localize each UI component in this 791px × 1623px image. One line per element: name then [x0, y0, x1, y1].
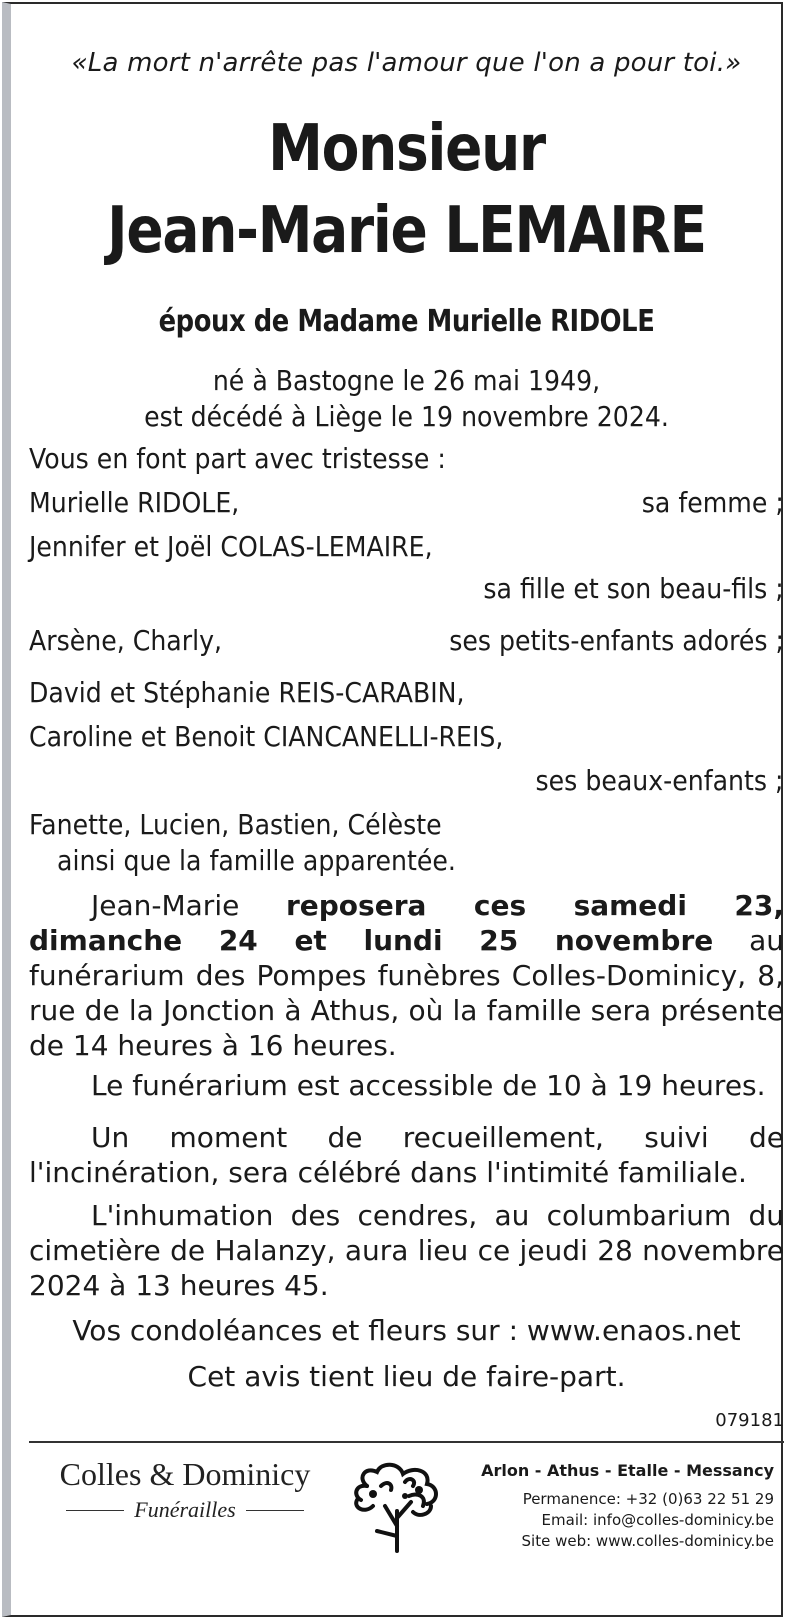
footer-divider [29, 1441, 784, 1443]
brand-subtitle: Funérailles [45, 1497, 325, 1523]
repose-paragraph: Jean-Marie reposera ces samedi 23, dimanche 24 et lundi 25 novembre au funérarium des Pompes funèbres Colles-Dominicy, 8, rue de la Jonction à Athus, où la famille sera présente de 14 heures à 16 heures. [29, 889, 785, 1062]
ceremony-paragraph: Un moment de recueillement, suivi de l'incinération, sera célébré dans l'intimité familiale. [29, 1121, 784, 1189]
brand-rule-right [246, 1510, 304, 1511]
death-line: est décédé à Liège le 19 novembre 2024. [144, 400, 669, 433]
announce-line: Vous en font part avec tristesse : [29, 442, 446, 475]
towns-line: Arlon - Athus - Etalle - Messancy [481, 1461, 774, 1480]
family-name: Arsène, Charly, [29, 624, 223, 657]
inhumation-paragraph: L'inhumation des cendres, au columbarium du cimetière de Halanzy, aura lieu ce jeudi 28 novembre 2024 à 13 heures 45. [29, 1199, 784, 1302]
family-name: Fanette, Lucien, Bastien, Célèste [29, 808, 442, 841]
access-paragraph: Le funérarium est accessible de 10 à 19 heures. [91, 1069, 766, 1102]
family-relation: sa fille et son beau-fils ; [483, 572, 784, 605]
email-line: Email: info@colles-dominicy.be [541, 1511, 774, 1529]
family-relation: ses beaux-enfants ; [536, 764, 784, 797]
brand-rule-left [66, 1510, 124, 1511]
family-name: David et Stéphanie REIS-CARABIN, [29, 676, 465, 709]
funeral-home-brand [45, 1456, 325, 1523]
funeral-home-contacts [474, 1460, 774, 1552]
birth-line: né à Bastogne le 26 mai 1949, [212, 364, 601, 397]
family-relation: ses petits-enfants adorés ; [449, 624, 784, 657]
obituary-notice [2, 2, 783, 1617]
reference-number: 079181 [715, 1410, 784, 1431]
family-name: Caroline et Benoit CIANCANELLI-REIS, [29, 720, 504, 753]
title-honorific: Monsieur [268, 112, 545, 186]
repose-dates: reposera ces samedi 23, dimanche 24 et lundi 25 novembre [29, 889, 785, 957]
family-relation: sa femme ; [641, 486, 784, 519]
family-name: Murielle RIDOLE, [29, 486, 240, 519]
brand-name: Colles & Dominicy [59, 1456, 311, 1492]
website-line: Site web: www.colles-dominicy.be [521, 1532, 774, 1550]
spouse-line: époux de Madame Murielle RIDOLE [158, 304, 655, 339]
family-name: Jennifer et Joël COLAS-LEMAIRE, [29, 530, 433, 563]
relatives-line: ainsi que la famille apparentée. [57, 844, 456, 877]
deceased-name: Jean-Marie LEMAIRE [107, 194, 706, 268]
notice-line: Cet avis tient lieu de faire-part. [187, 1360, 626, 1393]
tree-icon [347, 1456, 449, 1556]
phone-line: Permanence: +32 (0)63 22 51 29 [522, 1490, 774, 1508]
epigraph-quote: «La mort n'arrête pas l'amour que l'on a pour toi.» [71, 48, 742, 78]
condolences-line: Vos condoléances et fleurs sur : www.enaos.net [72, 1314, 741, 1347]
